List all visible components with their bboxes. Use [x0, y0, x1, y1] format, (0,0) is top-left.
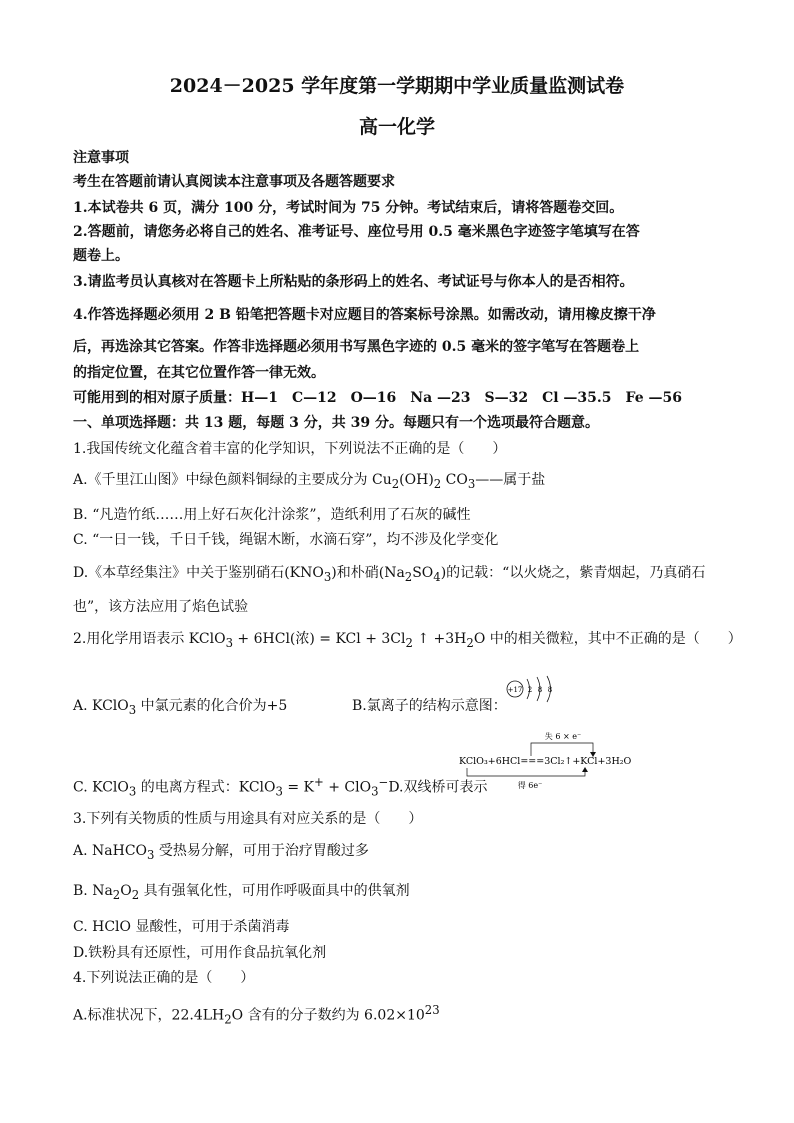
q1-option-d: D.《本草经集注》中关于鉴别硝石$(KNO_3)$和朴硝$(Na_2SO_4)$的记载：“以火烧之，紫青烟起，乃真硝石	[73, 565, 706, 584]
q3-option-b: B. $Na_2O_2$ 具有强氧化性，可用作呼吸面具中的供氧剂	[73, 883, 410, 902]
q1-option-d-cont: 也”，该方法应用了焰色试验	[73, 599, 249, 615]
notice-heading: 注意事项	[73, 150, 129, 166]
q2-option-a: A. KClO$_3$ 中氯元素的化合价为+5	[73, 698, 288, 717]
atom-nucleus-label: +17	[507, 686, 523, 694]
chloride-ion-diagram	[505, 674, 559, 704]
q3-option-d: D.铁粉具有还原性，可用作食品抗氧化剂	[73, 945, 327, 961]
q2-option-b: B.氯离子的结构示意图：	[352, 698, 507, 714]
notice-item-3: 3.请监考员认真核对在答题卡上所粘贴的条形码上的姓名、考试证号与你本人的是否相符。	[73, 274, 634, 290]
q3-option-a: A. NaHCO$_3$ 受热易分解，可用于治疗胃酸过多	[73, 843, 369, 862]
atom-shell-2: 8	[537, 686, 543, 694]
q1-option-c: C. “一日一钱，千日千钱，绳锯木断，水滴石穿”，均不涉及化学变化	[73, 532, 499, 548]
bridge-gain-label: 得 6e⁻	[517, 781, 543, 790]
bridge-equation: KClO₃+6HCl===3Cl₂↑+KCl+3H₂O	[459, 756, 632, 767]
notice-item-4: 4.作答选择题必须用 2 B 铅笔把答题卡对应题目的答案标号涂黑。如需改动，请用橡皮擦干净	[73, 307, 656, 323]
notice-item-4-cont2: 的指定位置，在其它位置作答一律无效。	[73, 365, 325, 381]
exam-title: 2024－2025 学年度第一学期期中学业质量监测试卷	[169, 75, 625, 97]
q1-stem: 1.我国传统文化蕴含着丰富的化学知识，下列说法不正确的是（ ）	[73, 441, 507, 457]
q1-option-a: A.《千里江山图》中绿色颜料铜绿的主要成分为 $Cu_2(OH)_2$ $CO_3——$属于盐	[73, 472, 546, 491]
q3-stem: 3.下列有关物质的性质与用途具有对应关系的是（ ）	[73, 811, 423, 827]
notice-intro: 考生在答题前请认真阅读本注意事项及各题答题要求	[73, 174, 395, 190]
double-bridge-diagram	[455, 730, 670, 790]
q2-option-c: C. KClO$_3$ 的电离方程式：KClO$_3$ = K+ + ClO$_3$−D.双线桥可表示	[73, 775, 488, 799]
exam-subject: 高一化学	[358, 116, 435, 138]
q2-stem: 2.用化学用语表示 KClO$_3$ + 6HCl(浓) = KCl + $3Cl_2$ ↑ $+3H_2O$ 中的相关微粒，其中不正确的是（ ）	[73, 631, 742, 650]
notice-item-2-cont: 题卷上。	[73, 248, 129, 264]
q4-stem: 4.下列说法正确的是（ ）	[73, 970, 255, 986]
atom-shell-1: 2	[527, 686, 533, 694]
notice-item-4-cont: 后，再选涂其它答案。作答非选择题必须用书写黑色字迹的 0.5 毫米的签字笔写在答题卷上	[73, 339, 640, 355]
q4-option-a: A.标准状况下，$22.4LH_2O$ 含有的分子数约为 $6.02\times 10^{23}$	[73, 1003, 440, 1027]
bridge-lose-label: 失 6 × e⁻	[544, 732, 582, 741]
atomic-mass-line: 可能用到的相对原子质量：H—1 C—12 O—16 Na —23 S—32 Cl —35.5 Fe —56	[73, 390, 682, 406]
notice-item-2: 2.答题前，请您务必将自己的姓名、准考证号、座位号用 0.5 毫米黑色字迹签字笔填写在答	[73, 224, 640, 240]
notice-item-1: 1.本试卷共 6 页，满分 100 分，考试时间为 75 分钟。考试结束后，请将答题卷交回。	[73, 200, 624, 216]
atom-shell-3: 8	[547, 686, 553, 694]
q1-option-b: B. “凡造竹纸……用上好石灰化汁涂浆”，造纸利用了石灰的碱性	[73, 507, 471, 523]
q3-option-c: C. HClO 显酸性，可用于杀菌消毒	[73, 919, 290, 935]
section-heading: 一、单项选择题：共 13 题，每题 3 分，共 39 分。每题只有一个选项最符合题意。	[73, 415, 599, 431]
